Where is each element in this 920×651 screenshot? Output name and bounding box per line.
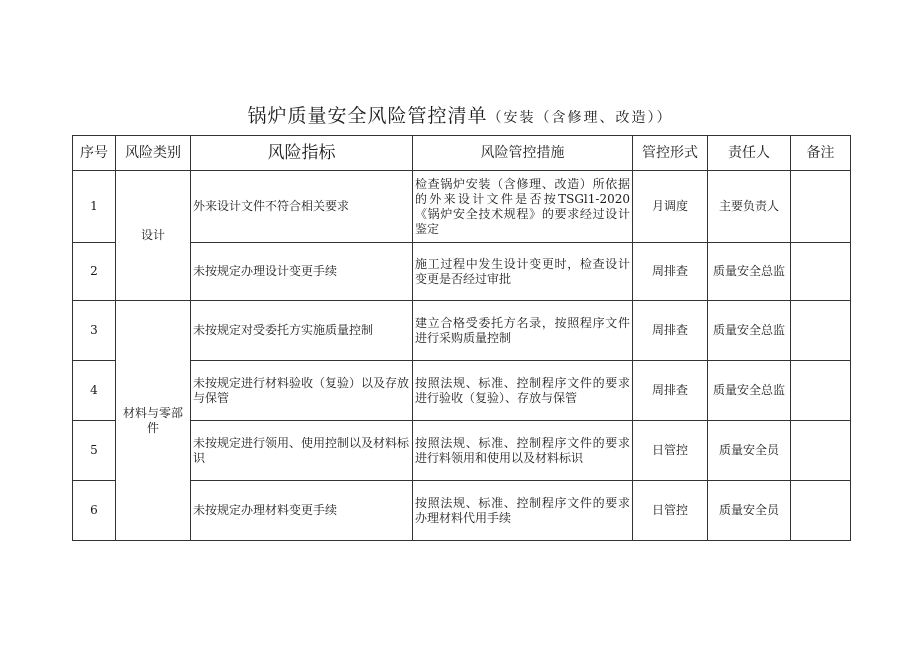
category-cell: 材料与零部件 (116, 301, 191, 541)
risk-control-table (72, 135, 851, 541)
risk-indicator-cell: 外来设计文件不符合相关要求 (191, 171, 413, 243)
row-no: 6 (73, 481, 116, 541)
owner-cell: 质量安全总监 (708, 243, 791, 301)
risk-indicator-cell: 未按规定办理设计变更手续 (191, 243, 413, 301)
row-no: 3 (73, 301, 116, 361)
control-measure-cell: 施工过程中发生设计变更时，检查设计变更是否经过审批 (413, 243, 633, 301)
owner-cell: 质量安全总监 (708, 361, 791, 421)
row-no: 4 (73, 361, 116, 421)
header-control-form: 管控形式 (633, 136, 708, 171)
remark-cell (791, 301, 851, 361)
control-measure-cell: 检查锅炉安装（含修理、改造）所依据的外来设计文件是否按TSGl1-2020《锅炉安全技术规程》的要求经过设计鉴定 (413, 171, 633, 243)
table-row (73, 171, 851, 243)
remark-cell (791, 421, 851, 481)
document-title-sub: （安装（含修理、改造）） (487, 110, 673, 126)
control-form-cell: 周排查 (633, 301, 708, 361)
control-measure-cell: 建立合格受委托方名录，按照程序文件进行采购质量控制 (413, 301, 633, 361)
document-title-main: 锅炉质量安全风险管控清单 (247, 105, 488, 127)
table-row (73, 301, 851, 361)
header-category: 风险类别 (116, 136, 191, 171)
header-remark: 备注 (791, 136, 851, 171)
row-no: 5 (73, 421, 116, 481)
row-no: 2 (73, 243, 116, 301)
owner-cell: 质量安全员 (708, 481, 791, 541)
control-form-cell: 月调度 (633, 171, 708, 243)
risk-indicator-cell: 未按规定进行领用、使用控制以及材料标识 (191, 421, 413, 481)
remark-cell (791, 361, 851, 421)
header-risk-indicator: 风险指标 (191, 136, 413, 171)
owner-cell: 质量安全总监 (708, 301, 791, 361)
header-control-measure: 风险管控措施 (413, 136, 633, 171)
row-no: 1 (73, 171, 116, 243)
header-owner: 责任人 (708, 136, 791, 171)
control-measure-cell: 按照法规、标准、控制程序文件的要求进行验收（复验）、存放与保管 (413, 361, 633, 421)
control-measure-cell: 按照法规、标准、控制程序文件的要求进行料领用和使用以及材料标识 (413, 421, 633, 481)
control-form-cell: 周排查 (633, 361, 708, 421)
risk-indicator-cell: 未按规定对受委托方实施质量控制 (191, 301, 413, 361)
owner-cell: 质量安全员 (708, 421, 791, 481)
risk-indicator-cell: 未按规定办理材料变更手续 (191, 481, 413, 541)
header-no: 序号 (73, 136, 116, 171)
remark-cell (791, 481, 851, 541)
control-form-cell: 日管控 (633, 481, 708, 541)
remark-cell (791, 171, 851, 243)
control-form-cell: 周排查 (633, 243, 708, 301)
risk-indicator-cell: 未按规定进行材料验收（复验）以及存放与保管 (191, 361, 413, 421)
control-form-cell: 日管控 (633, 421, 708, 481)
category-cell: 设计 (116, 171, 191, 301)
table-header-row (73, 136, 851, 171)
control-measure-cell: 按照法规、标准、控制程序文件的要求办理材料代用手续 (413, 481, 633, 541)
owner-cell: 主要负责人 (708, 171, 791, 243)
remark-cell (791, 243, 851, 301)
document-title (0, 101, 920, 128)
